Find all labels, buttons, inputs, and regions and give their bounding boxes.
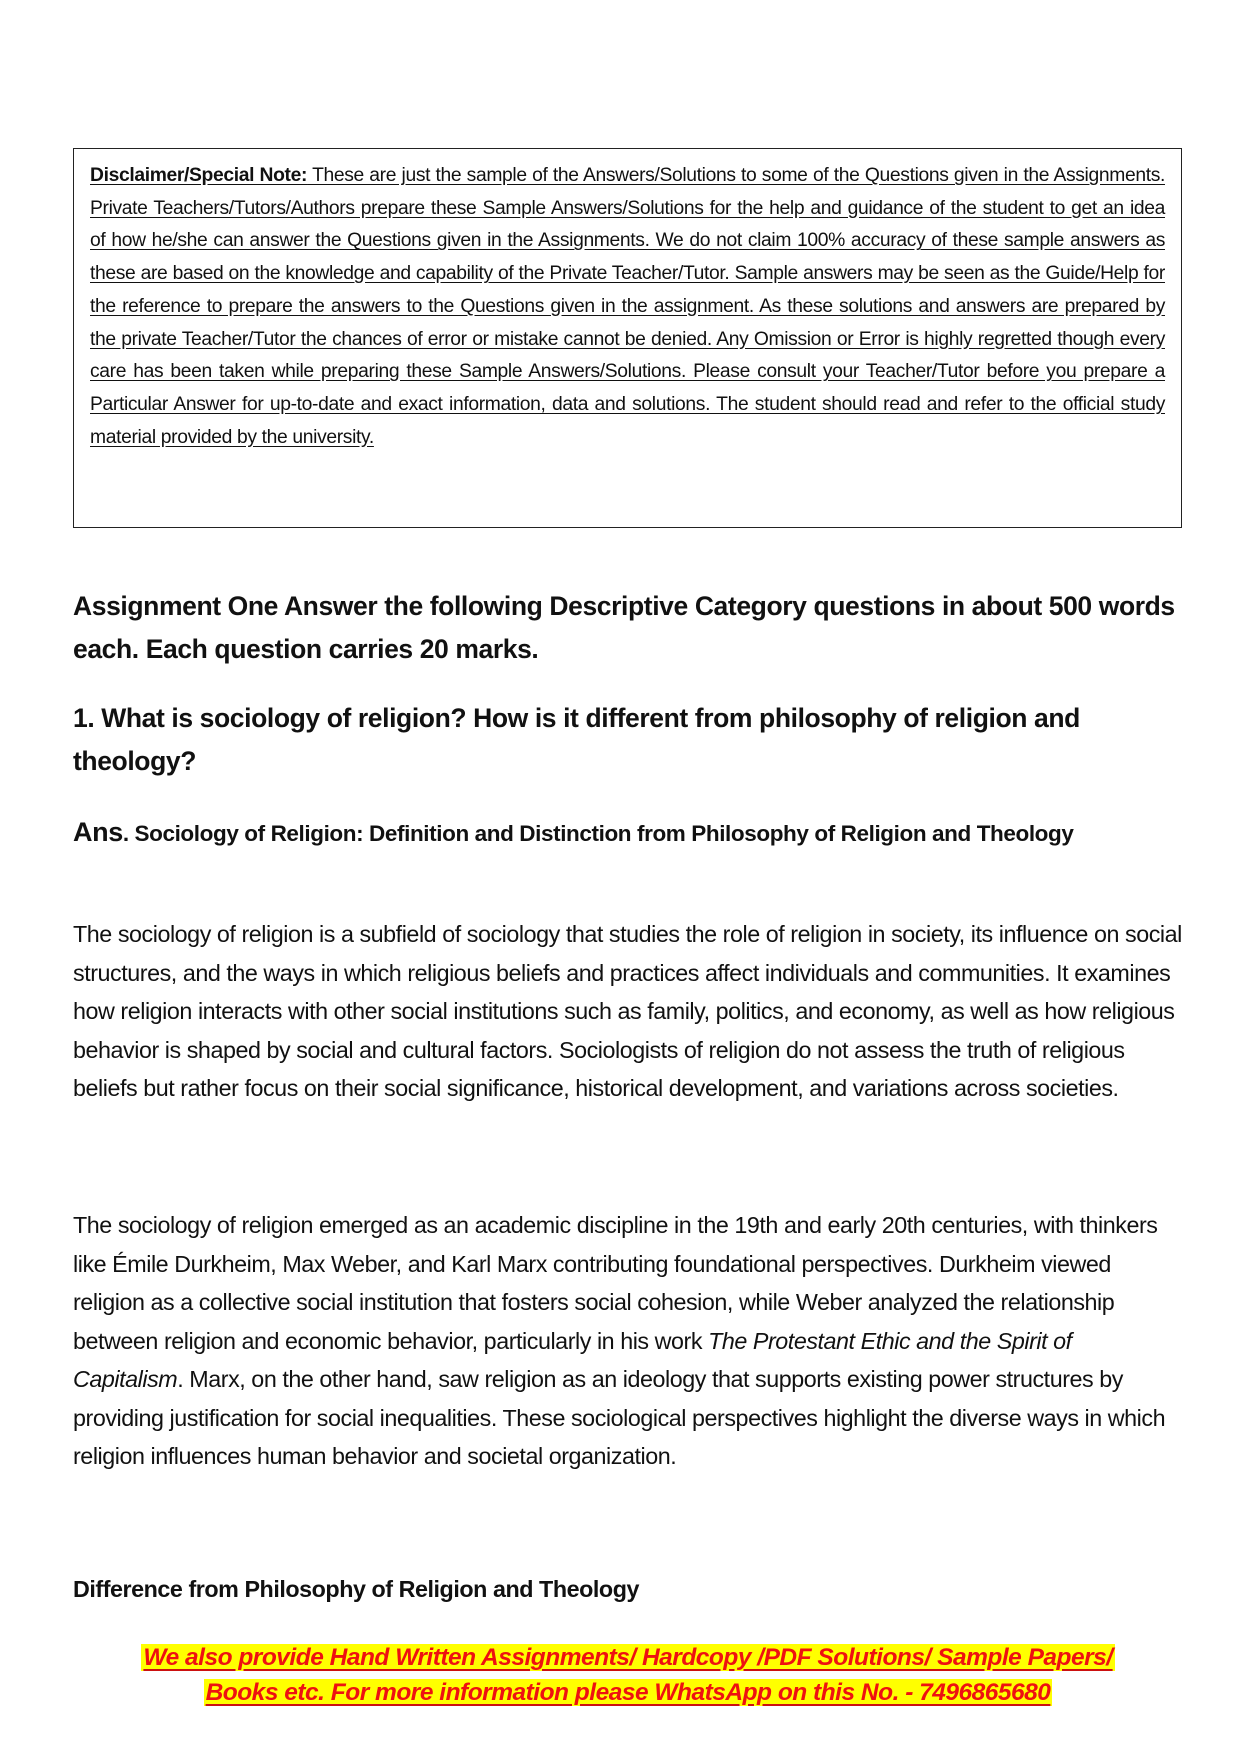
promo-footer xyxy=(73,1640,1183,1710)
answer-paragraph-2 xyxy=(73,1206,1183,1476)
paragraph-2-text-b: . Marx, on the other hand, saw religion as an ideology that supports existing power structures by providing justification for social inequalities. These sociological perspectives highlight the diverse ways in which religion influences human behavior and societal organization. xyxy=(73,1366,1166,1469)
disclaimer-body: These are just the sample of the Answers/Solutions to some of the Questions given in the Assignments. Private Teachers/Tutors/Authors prepare these Sample Answers/Solutions for the help and guidance of the student to get an idea of how he/she can answer the Questions given in the Assignments. We do not claim 100% accuracy of these sample answers as these are based on the knowledge and capability of the Private Teacher/Tutor. Sample answers may be seen as the Guide/Help for the reference to prepare the answers to the Questions given in the assignment. As these solutions and answers are prepared by the private Teacher/Tutor the chances of error or mistake cannot be denied. Any Omission or Error is highly regretted though every care has been taken while preparing these Sample Answers/Solutions. Please consult your Teacher/Tutor before you prepare a Particular Answer for up-to-date and exact information, data and solutions. The student should read and refer to the official study material provided by the university. xyxy=(90,165,1165,448)
answer-title xyxy=(73,813,1183,853)
book-title: The Protestant Ethic and the Spirit of Capitalism xyxy=(73,1327,1072,1392)
disclaimer-text xyxy=(90,160,1165,454)
answer-paragraph-1: The sociology of religion is a subfield of sociology that studies the role of religion in society, its influence on social structures, and the ways in which religious beliefs and practices affect individuals and communities. It examines how religion interacts with other social institutions such as family, politics, and economy, as well as how religious behavior is shaped by social and cultural factors. Sociologists of religion do not assess the truth of religious beliefs but rather focus on their social significance, historical development, and variations across societies. xyxy=(73,921,1182,1101)
answer-title-text: . Sociology of Religion: Definition and Distinction from Philosophy of Religion and Theology xyxy=(122,821,1074,846)
promo-line-2: Books etc. For more information please WhatsApp on this No. - 7496865680 xyxy=(205,1679,1051,1706)
answer-prefix: Ans xyxy=(73,817,123,847)
paragraph-2-text-a: The sociology of religion emerged as an academic discipline in the 19th and early 20th centuries, with thinkers like Émile Durkheim, Max Weber, and Karl Marx contributing foundational perspectives. Durkheim viewed religion as a collective social institution that fosters social cohesion, while Weber analyzed the relationship between religion and economic behavior, particularly in his work xyxy=(73,1212,1158,1354)
disclaimer-label: Disclaimer/Special Note: xyxy=(90,165,308,186)
disclaimer-box xyxy=(73,148,1182,528)
assignment-heading: Assignment One Answer the following Descriptive Category questions in about 500 words each. Each question carries 20 marks. xyxy=(73,591,1175,664)
promo-line-1: We also provide Hand Written Assignments/ Hardcopy /PDF Solutions/ Sample Papers/ xyxy=(143,1644,1113,1671)
question-heading: 1. What is sociology of religion? How is it different from philosophy of religion and theology? xyxy=(73,703,1080,776)
section-subheading: Difference from Philosophy of Religion and Theology xyxy=(73,1576,639,1602)
